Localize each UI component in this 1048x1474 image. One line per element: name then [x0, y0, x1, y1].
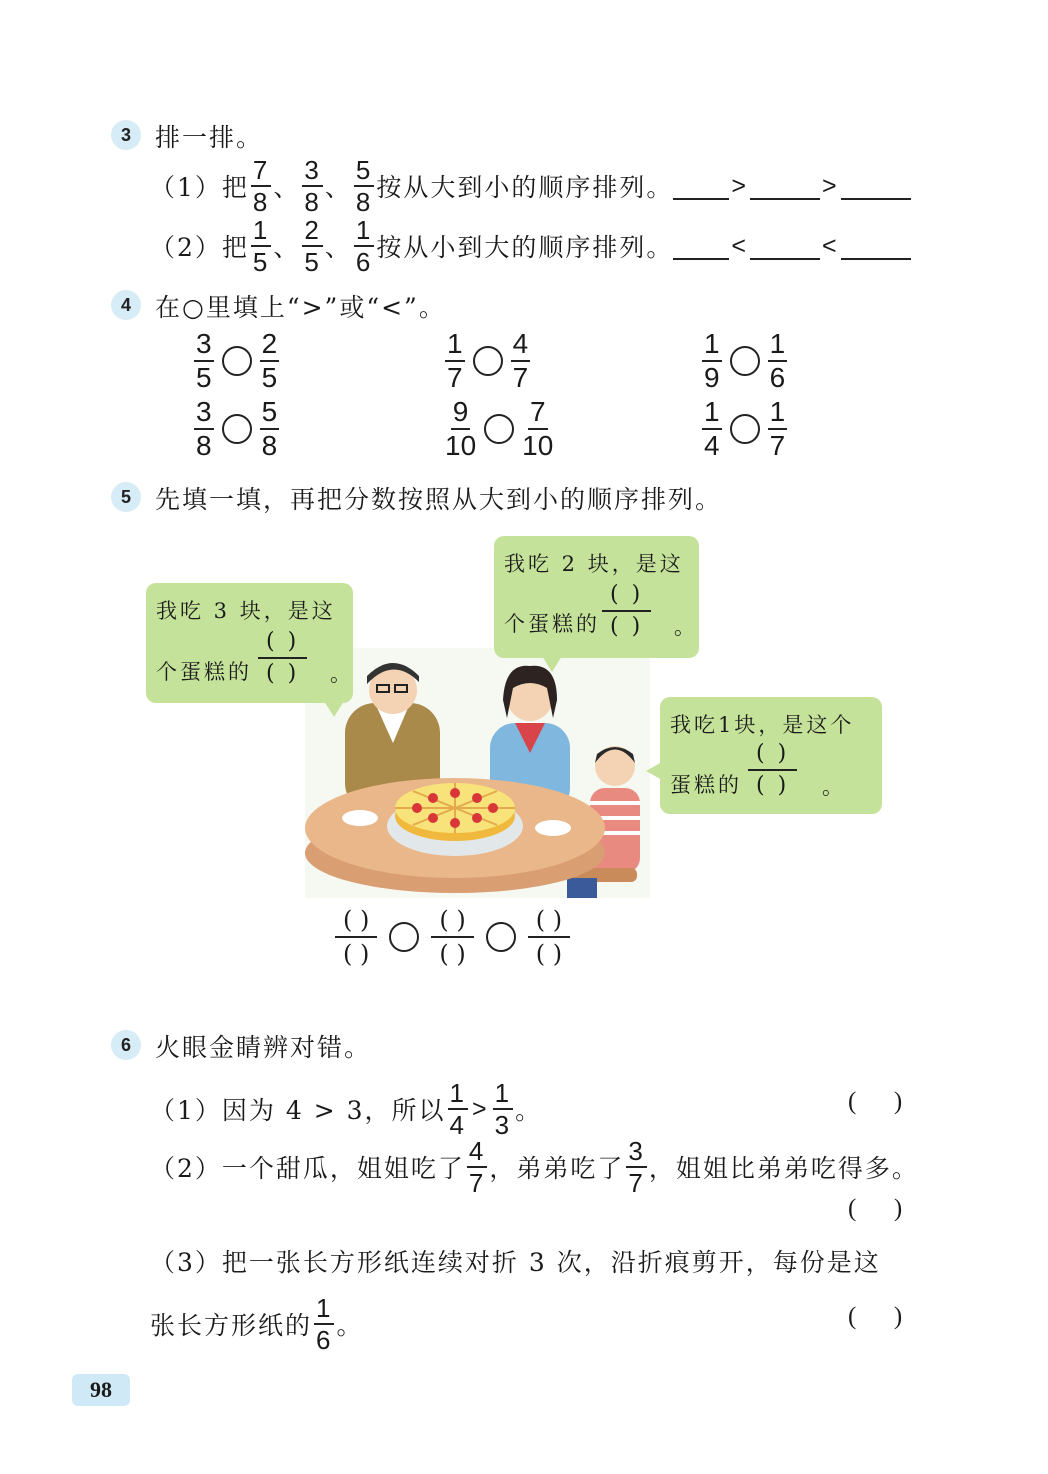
bubble-text: 我吃 2 块，是这 [504, 552, 684, 576]
judge-answer-1[interactable]: ( ) [848, 1088, 903, 1115]
q3-sub1-text: 按从大到小的顺序排列。 [376, 173, 674, 202]
bubble-tail [646, 762, 662, 780]
judge-answer-3[interactable]: ( ) [848, 1303, 903, 1330]
separator: 、 [324, 173, 352, 202]
compare-circle[interactable] [389, 922, 419, 952]
statement-text: ，姐姐比弟弟吃得多。 [648, 1154, 919, 1183]
operator: > [471, 1094, 489, 1123]
q6-statement-3-line2: 张长方形纸的 $\frac{1}{6}$ 。 [150, 1293, 364, 1355]
q3-sub2-label: （2）把 [150, 233, 249, 262]
separator: 、 [273, 173, 301, 202]
bubble-period: 。 [330, 662, 354, 686]
question-6-title: 火眼金睛辨对错。 [155, 1033, 372, 1062]
fraction: $\frac{7}{8}$ [252, 155, 270, 217]
compare-circle[interactable] [730, 346, 760, 376]
compare-circle[interactable] [473, 346, 503, 376]
answer-blank[interactable] [673, 172, 729, 200]
q5-ordering-row [335, 908, 570, 966]
judge-answer-2[interactable]: ( ) [848, 1195, 903, 1222]
fraction: $\frac{3}{8}$ [304, 155, 321, 217]
q6-statement-1: （1）因为 4 > 3，所以 $\frac{1}{4}$ > $\frac{1}{3}$ 。 [150, 1078, 543, 1140]
answer-blank[interactable] [841, 172, 911, 200]
question-6-badge: 6 [111, 1030, 141, 1060]
question-4-badge: 4 [111, 290, 141, 320]
compare-item: $\frac{1}{9}$ $\frac{1}{6}$ [704, 328, 786, 393]
q3-sub1-label: （1）把 [150, 173, 249, 202]
q6-statement-2: （2）一个甜瓜，姐姐吃了 $\frac{4}{7}$ ，弟弟吃了 $\frac{3}{7}$ ，姐姐比弟弟吃得多。 [150, 1136, 919, 1198]
compare-item: $\frac{1}{7}$ $\frac{4}{7}$ [447, 328, 529, 393]
bubble-text: 我吃1块，是这个 [670, 713, 855, 737]
fraction: $\frac{2}{5}$ [304, 215, 321, 277]
speech-bubble-kid [660, 697, 882, 814]
question-3-title: 排一排。 [155, 123, 264, 152]
family-eating-cake-illustration [305, 648, 650, 898]
statement-end: 。 [336, 1311, 364, 1340]
question-4-title: 在○里填上“>”或“<”。 [155, 293, 446, 322]
statement-text: ，弟弟吃了 [489, 1154, 625, 1183]
blank-fraction[interactable]: ( ) ( ) [258, 631, 307, 685]
compare-circle[interactable] [486, 922, 516, 952]
q3-sub1 [150, 157, 911, 215]
operator: > [731, 171, 748, 200]
blank-fraction[interactable]: ( ) ( ) [602, 584, 651, 638]
bubble-period: 。 [674, 615, 698, 639]
compare-item: $\frac{9}{10}$ $\frac{7}{10}$ [445, 396, 554, 461]
answer-blank[interactable] [750, 172, 820, 200]
compare-item: $\frac{3}{5}$ $\frac{2}{5}$ [196, 328, 278, 393]
fraction: $\frac{5}{8}$ [355, 155, 373, 217]
bubble-text: 蛋糕的 [670, 773, 742, 797]
statement-text: 张长方形纸的 [150, 1311, 313, 1340]
compare-circle[interactable] [222, 414, 252, 444]
fraction: $\frac{1}{6}$ [355, 215, 373, 277]
q3-sub2-text: 按从小到大的顺序排列。 [376, 233, 674, 262]
page-number: 98 [72, 1374, 130, 1406]
compare-circle[interactable] [484, 414, 514, 444]
answer-blank[interactable] [841, 232, 911, 260]
bubble-text: 个蛋糕的 [504, 612, 600, 636]
compare-circle[interactable] [222, 346, 252, 376]
separator: 、 [324, 233, 352, 262]
q6-statement-3-line1: （3）把一张长方形纸连续对折 3 次，沿折痕剪开，每份是这 [150, 1248, 881, 1277]
blank-fraction[interactable]: ( ) ( ) [335, 908, 377, 966]
operator: < [821, 231, 839, 260]
q3-sub2 [150, 217, 911, 275]
compare-circle[interactable] [730, 414, 760, 444]
operator: < [731, 231, 748, 260]
bubble-period: 。 [822, 775, 846, 799]
statement-text: （2）一个甜瓜，姐姐吃了 [150, 1154, 465, 1183]
bubble-tail [542, 656, 562, 672]
compare-item: $\frac{3}{8}$ $\frac{5}{8}$ [196, 396, 278, 461]
statement-text: （1）因为 4 > 3，所以 [150, 1096, 446, 1125]
question-3-badge: 3 [111, 120, 141, 150]
speech-bubble-mom [494, 536, 699, 658]
compare-item: $\frac{1}{4}$ $\frac{1}{7}$ [704, 396, 786, 461]
blank-fraction[interactable]: ( ) ( ) [431, 908, 473, 966]
bubble-text: 个蛋糕的 [156, 660, 252, 684]
question-5-title: 先填一填，再把分数按照从大到小的顺序排列。 [155, 485, 723, 514]
speech-bubble-dad [146, 583, 353, 703]
fraction: $\frac{1}{5}$ [252, 215, 270, 277]
blank-fraction[interactable]: ( ) ( ) [528, 908, 570, 966]
bubble-text: 我吃 3 块，是这 [156, 599, 336, 623]
blank-fraction[interactable]: ( ) ( ) [748, 743, 797, 797]
answer-blank[interactable] [673, 232, 729, 260]
answer-blank[interactable] [750, 232, 820, 260]
operator: > [821, 171, 839, 200]
bubble-tail [324, 701, 344, 717]
question-5-badge: 5 [111, 482, 141, 512]
separator: 、 [273, 233, 301, 262]
statement-end: 。 [515, 1096, 543, 1125]
